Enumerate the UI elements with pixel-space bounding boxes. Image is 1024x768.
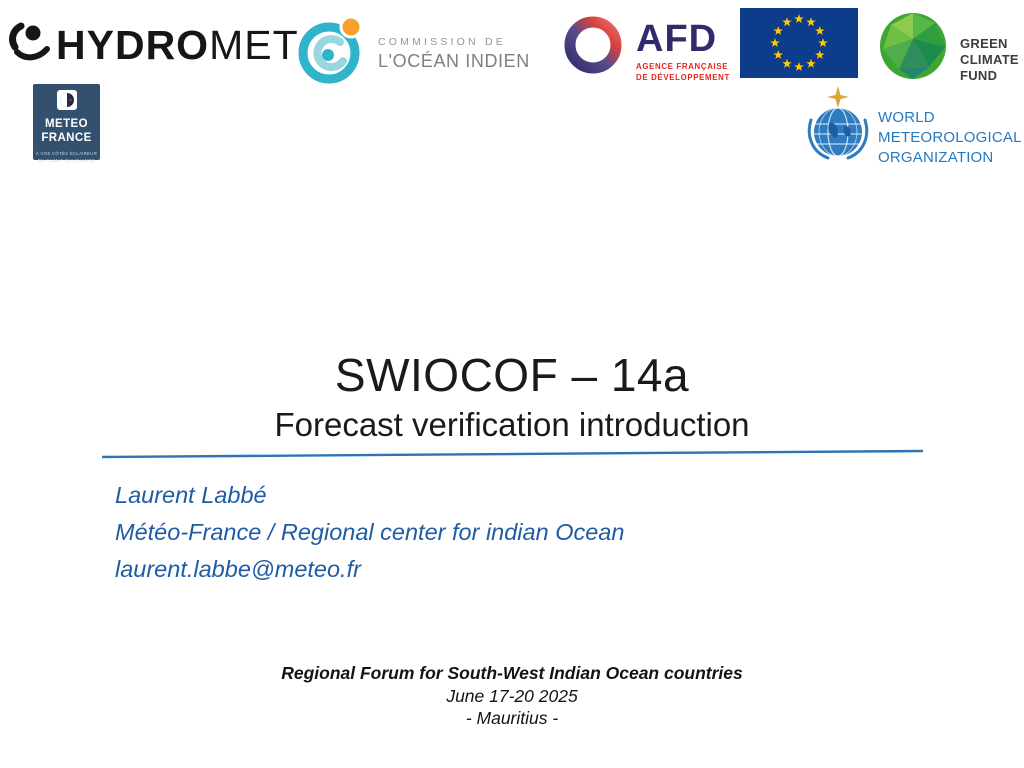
gcf-wordmark-line2: CLIMATE: [960, 51, 1019, 67]
european-union-flag-icon: [740, 8, 858, 83]
wmo-logo: [806, 86, 1022, 169]
gcf-sphere-icon: [876, 6, 952, 89]
coi-logo: [296, 12, 530, 91]
hydromet-wordmark-bold: HYDRO: [56, 22, 210, 68]
speaker-email: laurent.labbe@meteo.fr: [115, 556, 361, 582]
speaker-affiliation: Météo-France / Regional center for indian Ocean: [115, 519, 625, 545]
afd-subtitle-line2: DE DÉVELOPPEMENT: [636, 73, 730, 83]
afd-ring-icon: [560, 8, 628, 85]
title-underline-rule: [95, 444, 930, 467]
coi-wordmark-top: COMMISSION DE: [378, 36, 506, 48]
wmo-wordmark-line1: WORLD: [878, 109, 935, 126]
coi-wordmark: [378, 12, 530, 72]
afd-logo: [560, 8, 730, 85]
wmo-wordmark-line2: METEOROLOGICAL: [878, 128, 1022, 146]
speaker-block: [115, 477, 624, 588]
speaker-name: Laurent Labbé: [115, 482, 267, 508]
hydromet-icon: [8, 22, 52, 69]
meteo-france-tagline-line2: DU CLIMAT QUI CHANGE: [37, 157, 96, 163]
gcf-logo: [876, 6, 1019, 89]
footer-block: [0, 662, 1024, 730]
footer-event-name: Regional Forum for South-West Indian Ocean countries: [281, 663, 743, 683]
meteo-france-logo: [33, 84, 100, 163]
afd-subtitle: [636, 61, 730, 84]
slide-title: SWIOCOF – 14a: [334, 349, 690, 401]
hydromet-wordmark: [56, 22, 299, 68]
meteo-france-tagline-line1: À VOS CÔTÉS ÉCLAIREUR: [35, 150, 98, 156]
hydromet-logo: [8, 22, 299, 69]
gcf-wordmark-line3: FUND: [960, 67, 998, 83]
coi-wordmark-bottom: L'OCÉAN INDIEN: [378, 51, 530, 71]
meteo-france-icon: [57, 90, 77, 115]
coi-swirl-icon: [296, 12, 368, 91]
footer-dates: June 17-20 2025: [446, 685, 578, 706]
footer-location: - Mauritius -: [465, 708, 559, 728]
title-block: [0, 350, 1024, 444]
hydromet-wordmark-light: MET: [209, 22, 299, 68]
slide-subtitle: Forecast verification introduction: [274, 405, 750, 443]
gcf-wordmark-line1: GREEN: [960, 36, 1008, 51]
gcf-wordmark: [960, 6, 1019, 84]
meteo-france-wordmark-line2: FRANCE: [41, 132, 92, 145]
wmo-wordmark: [878, 86, 1022, 167]
meteo-france-wordmark-line1: METEO: [45, 118, 88, 130]
wmo-globe-icon: [806, 86, 870, 169]
afd-wordmark: [636, 8, 730, 84]
afd-subtitle-line1: AGENCE FRANÇAISE: [636, 62, 729, 71]
meteo-france-wordmark: [41, 117, 91, 146]
meteo-france-tagline: [36, 151, 97, 165]
afd-acronym: AFD: [636, 18, 718, 60]
wmo-wordmark-line3: ORGANIZATION: [878, 148, 994, 166]
